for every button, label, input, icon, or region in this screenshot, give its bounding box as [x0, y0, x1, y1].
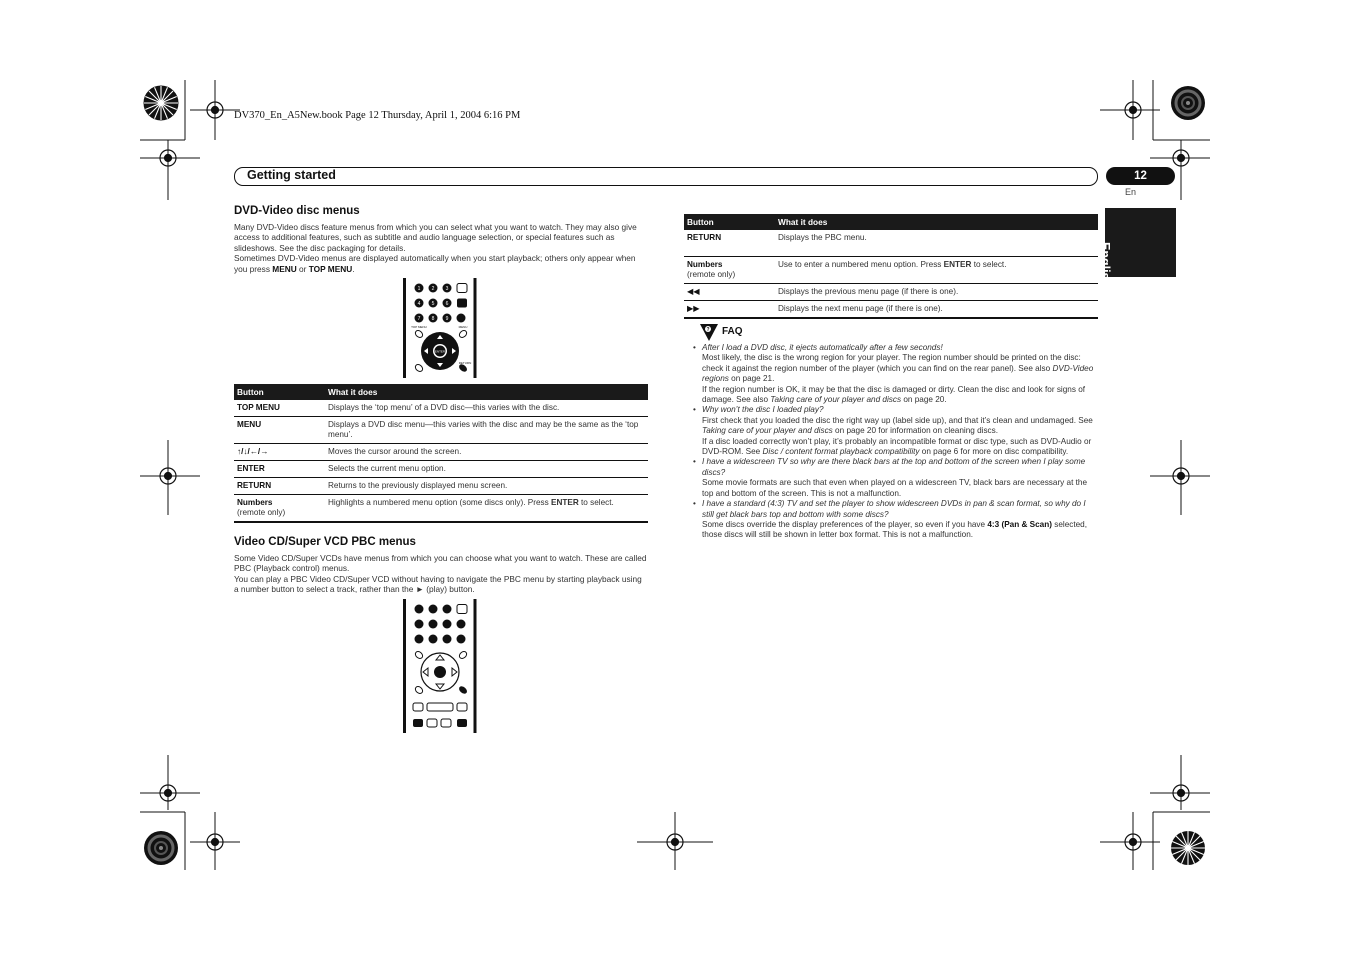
top-menu-keyword: TOP MENU: [308, 263, 353, 274]
table-row: [684, 230, 1098, 257]
button-name: ENTER: [234, 461, 325, 478]
svg-text:?: ?: [706, 327, 710, 333]
table-row: [234, 461, 648, 478]
faq-answer-text: If a disc loaded correctly won’t play, it’s probably an incompatible format or disc type, such as DVD-Audio or DVD-ROM. See: [702, 436, 1092, 457]
faq-answer: [702, 385, 1098, 406]
numbers-key: Numbers: [687, 260, 723, 269]
button-description: Displays the PBC menu.: [775, 230, 1098, 257]
remote-num-6: 6: [445, 301, 449, 307]
table-row: [234, 478, 648, 495]
numbers-desc-pre: Highlights a numbered menu option (some discs only). Press: [328, 498, 551, 507]
remote-top-menu-label: TOP MENU: [411, 325, 427, 329]
remote-enter-label: ENTER: [434, 349, 446, 354]
table-header-what: What it does: [325, 384, 648, 400]
faq-answer: [702, 353, 1098, 384]
faq-item: [692, 405, 1098, 457]
faq-answer-text: selected, those discs will still be shown in letter box format. This is not a malfunction.: [702, 519, 1088, 540]
language-tab-label: English: [1098, 242, 1112, 288]
button-name-arrow-keys: ↑/↓/←/→: [234, 444, 325, 461]
remote-menu-label: MENU: [458, 325, 468, 329]
faq-answer-text: If the region number is OK, it may be that the disc is damaged or dirty. Clean the disc and look for signs of damage. See also: [702, 384, 1086, 405]
table-header-button: Button: [234, 384, 325, 400]
section-title: Getting started: [247, 168, 336, 182]
enter-keyword: ENTER: [551, 498, 579, 507]
faq-xref: Disc / content format playback compatibility: [762, 447, 920, 457]
faq-title: FAQ: [722, 326, 743, 337]
vcd-menus-heading: Video CD/Super VCD PBC menus: [234, 536, 416, 548]
faq-question: After I load a DVD disc, it ejects automatically after a few seconds!: [702, 343, 943, 352]
faq-answer: Some movie formats are such that even when played on a widescreen TV, black bars are necessary at the top and bottom of the screen. This is not a malfunction.: [702, 478, 1088, 498]
table-header-what: What it does: [775, 214, 1098, 230]
pbc-menu-button-table: [684, 214, 1098, 319]
dvd-menus-p2-end: .: [352, 263, 355, 274]
vcd-menus-intro: [234, 553, 648, 595]
numbers-desc-pre: Use to enter a numbered menu option. Press: [778, 260, 944, 269]
remote-control-illustration-dvd: [403, 278, 477, 378]
button-description: [775, 257, 1098, 284]
starburst-mark-top-right: [1170, 85, 1206, 121]
language-tab: [1105, 208, 1176, 277]
vcd-menus-p1: Some Video CD/Super VCDs have menus from which you can choose what you want to watch. These are called PBC (Playback control) menus.: [234, 553, 647, 574]
faq-list: [692, 343, 1098, 541]
remote-num-3: 3: [445, 286, 449, 292]
numbers-desc-post: to select.: [971, 260, 1007, 269]
button-description: [325, 495, 648, 523]
faq-xref: Taking care of your player and discs: [702, 426, 833, 436]
faq-xref: Taking care of your player and discs: [770, 395, 902, 405]
dvd-menus-heading: DVD-Video disc menus: [234, 205, 360, 217]
button-description: Displays the previous menu page (if there is one).: [775, 284, 1098, 301]
faq-item: [692, 457, 1098, 499]
dvd-menus-p2-or: or: [296, 263, 309, 274]
faq-icon: [699, 322, 719, 342]
table-row: [684, 301, 1098, 319]
remote-control-illustration-vcd: [403, 599, 477, 733]
table-row: [234, 400, 648, 417]
table-row: [234, 444, 648, 461]
faq-answer-text: on page 20 for information on cleaning discs.: [832, 426, 998, 436]
button-name: [234, 495, 325, 523]
table-row: [234, 495, 648, 523]
table-row: [684, 284, 1098, 301]
faq-xref: DVD-Video regions: [702, 363, 1094, 384]
dvd-menus-p1: Many DVD-Video discs feature menus from which you can select what you want to watch. They may also give access to additional features, such as subtitle and audio language selection, or special features such as slideshows. See the disc packaging for details.: [234, 222, 637, 253]
faq-question: I have a standard (4:3) TV and set the player to show widescreen DVDs in pan & scan format, so why do I still get black bars top and bottom with some discs?: [702, 499, 1086, 519]
faq-item: [692, 499, 1098, 541]
starburst-mark-bottom-left: [143, 830, 179, 866]
faq-answer-text: on page 20.: [901, 395, 947, 405]
menu-keyword: MENU: [272, 263, 297, 274]
remote-num-4: 4: [417, 301, 421, 307]
numbers-desc-post: to select.: [578, 498, 614, 507]
button-description: Selects the current menu option.: [325, 461, 648, 478]
remote-return-label: RETURN: [458, 361, 472, 365]
button-name: [684, 257, 775, 284]
vcd-menus-p2: You can play a PBC Video CD/Super VCD without having to navigate the PBC menu by starting playback using a number button to select a track, rather than the ► (play) button.: [234, 573, 642, 595]
numbers-key: Numbers: [237, 498, 273, 507]
file-header-line: DV370_En_A5New.book Page 12 Thursday, April 1, 2004 6:16 PM: [234, 110, 521, 121]
table-row: [684, 257, 1098, 284]
remote-num-5: 5: [431, 301, 435, 307]
button-description: Returns to the previously displayed menu screen.: [325, 478, 648, 495]
page-lang-code: En: [1125, 187, 1137, 197]
enter-keyword: ENTER: [943, 260, 972, 269]
faq-answer: [702, 520, 1098, 541]
button-name: MENU: [234, 417, 325, 444]
dvd-menus-p2-pre: Sometimes DVD-Video menus are displayed automatically when you start playback; others only appear when you press: [234, 253, 636, 274]
faq-answer-text: Most likely, the disc is the wrong region for your player. The region number should be printed on the disc: check it against the region number of the player (which you can find on the rear panel). See also: [702, 353, 1081, 373]
button-name: RETURN: [684, 230, 775, 257]
faq-answer-text: on page 21.: [728, 374, 775, 384]
button-description: Moves the cursor around the screen.: [325, 444, 648, 461]
remote-num-8: 8: [431, 316, 435, 322]
faq-answer-text: First check that you loaded the disc the right way up (label side up), and that it’s clean and undamaged. See: [702, 415, 1093, 425]
table-row: [234, 417, 648, 444]
remote-num-2: 2: [431, 286, 435, 292]
button-description: Displays the next menu page (if there is one).: [775, 301, 1098, 319]
button-name: RETURN: [234, 478, 325, 495]
starburst-mark-bottom-right: [1170, 830, 1206, 866]
button-name: TOP MENU: [234, 400, 325, 417]
page-number: 12: [1106, 167, 1175, 185]
section-bar: [234, 167, 1098, 186]
previous-icon: ◀◀: [684, 284, 775, 301]
faq-answer: [702, 437, 1098, 458]
pan-scan-setting: 4:3 (Pan & Scan): [987, 519, 1052, 529]
faq-answer-text: Some discs override the display preferences of the player, so even if you have: [702, 519, 988, 529]
faq-item: [692, 343, 1098, 405]
dvd-menu-button-table: [234, 384, 648, 523]
remote-only-note: (remote only): [687, 270, 736, 279]
button-description: Displays the ‘top menu’ of a DVD disc—this varies with the disc.: [325, 400, 648, 417]
button-description: Displays a DVD disc menu—this varies with the disc and may be the same as the ‘top menu’.: [325, 417, 648, 444]
remote-num-9: 9: [445, 316, 449, 322]
faq-answer: [702, 416, 1098, 437]
dvd-menus-intro: [234, 222, 648, 274]
starburst-mark-top-left: [143, 85, 179, 121]
table-header-button: Button: [684, 214, 775, 230]
remote-num-7: 7: [417, 316, 421, 322]
remote-num-1: 1: [417, 286, 421, 292]
remote-only-note: (remote only): [237, 508, 286, 517]
faq-question: Why won’t the disc I loaded play?: [702, 405, 824, 415]
faq-answer-text: on page 6 for more on disc compatibility.: [919, 447, 1069, 457]
next-icon: ▶▶: [684, 301, 775, 319]
faq-question: I have a widescreen TV so why are there black bars at the top and bottom of the screen when I play some discs?: [702, 457, 1086, 477]
